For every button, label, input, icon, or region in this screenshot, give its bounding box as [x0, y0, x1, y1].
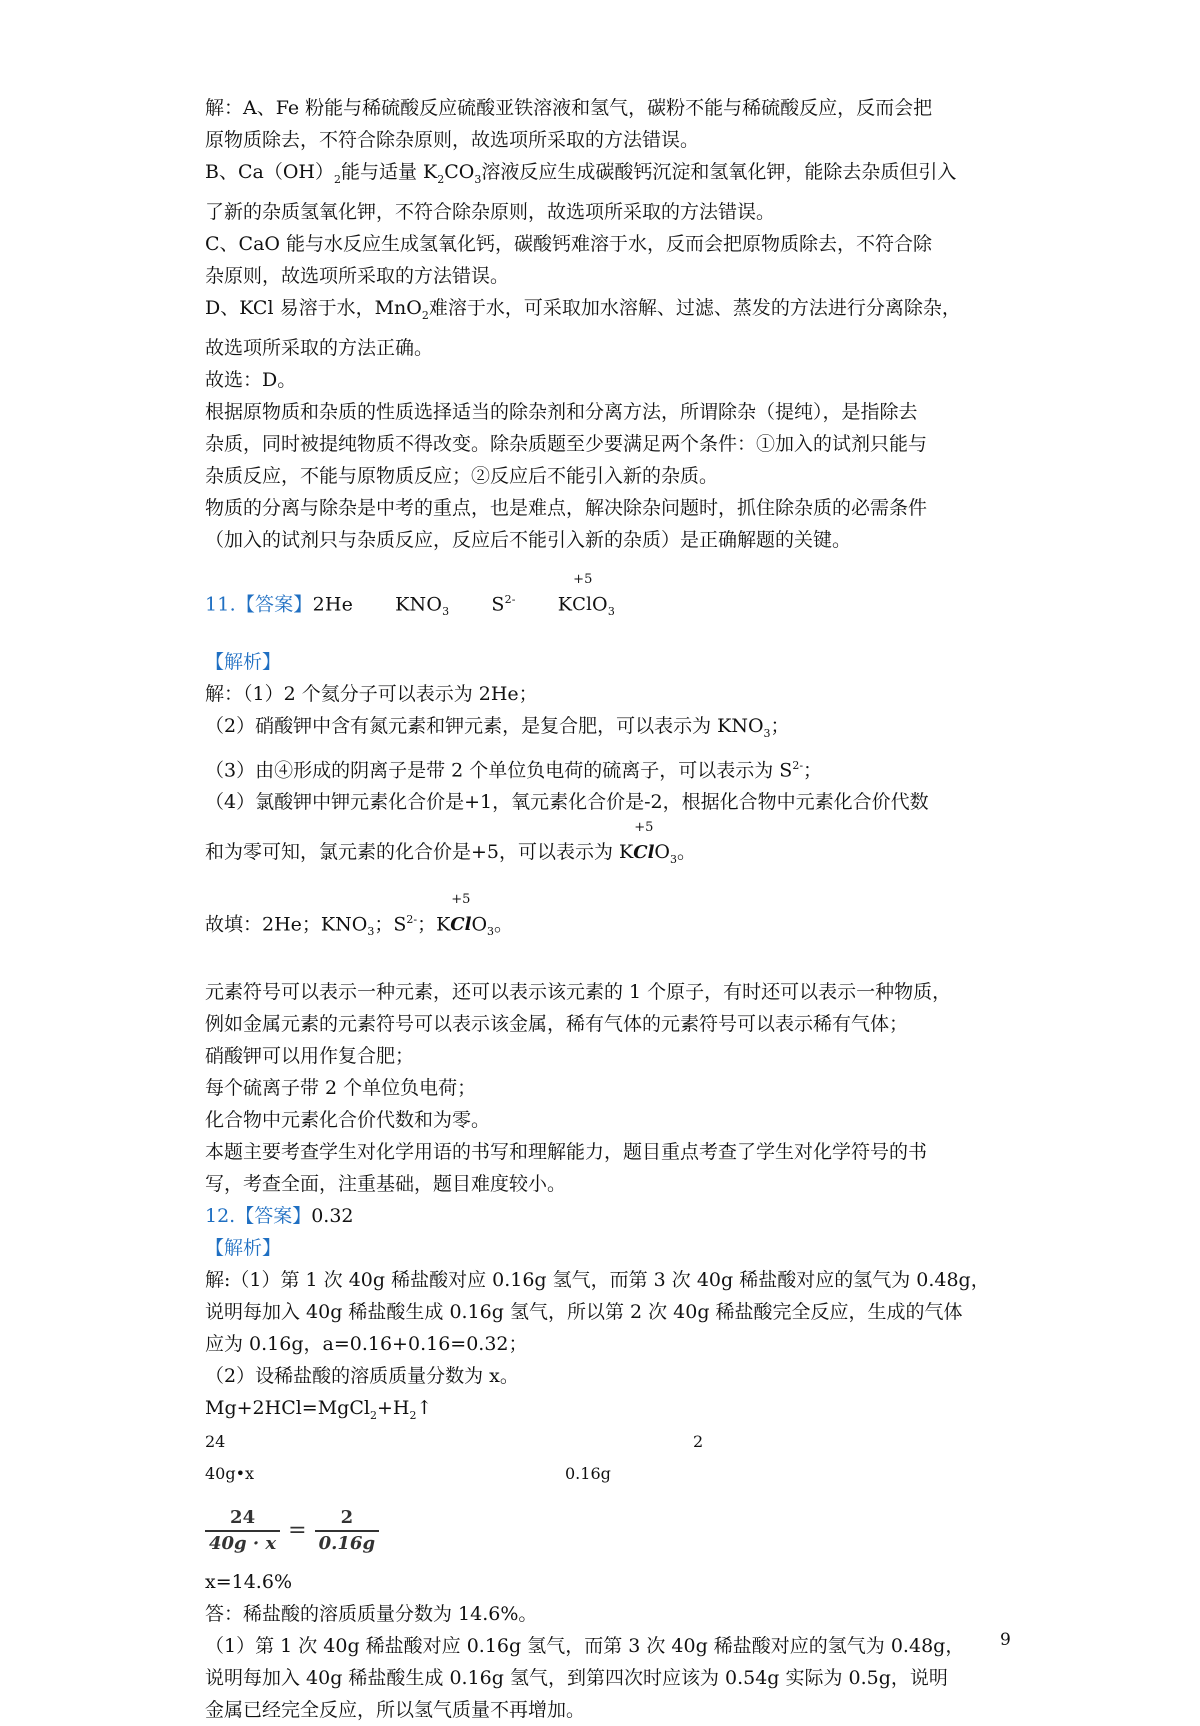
text-line: （加入的试剂只与杂质反应，反应后不能引入新的杂质）是正确解题的关键。 — [205, 528, 852, 551]
text-line: 化合物中元素化合价代数和为零。 — [205, 1108, 491, 1131]
text-line: 写，考查全面，注重基础，题目难度较小。 — [205, 1172, 567, 1195]
text-line: 原物质除去，不符合除杂原则，故选项所采取的方法错误。 — [205, 129, 700, 151]
text-line: 说明每加入 40g 稀盐酸生成 0.16g 氢气，所以第 2 次 40g 稀盐酸完全反应，生成的气体 — [205, 1300, 963, 1323]
text-line: （2）硝酸钾中含有氮元素和钾元素，是复合肥，可以表示为 $KNO_3$； — [205, 714, 790, 740]
text-line: 答：稀盐酸的溶质质量分数为 14.6%。 — [205, 1602, 538, 1625]
text-line: （2）设稀盐酸的溶质质量分数为 x。 — [205, 1364, 519, 1387]
text-line: B、$Ca(OH)_2$能与适量 $K_2CO_3$溶液反应生成碳酸钙沉淀和氢氧化钾，能除去杂质但引入 — [205, 161, 957, 186]
q12-analysis-label: 【解析】 — [205, 1236, 282, 1259]
text-line: 和为零可知，氯元素的化合价是+5，可以表示为 K +5 ClO$_3$。 — [205, 819, 697, 866]
text-line: （4）氯酸钾中钾元素化合价是+1，氧元素化合价是-2，根据化合物中元素化合价代数 — [205, 790, 929, 813]
text-line: 杂质，同时被提纯物质不得改变。除杂质题至少要满足两个条件：①加入的试剂只能与 — [205, 432, 928, 455]
text-line: D、KCl 易溶于水，MnO$_2$难溶于水，可采取加水溶解、过滤、蒸发的方法进行分离除杂， — [205, 296, 961, 322]
text-line: 解:（1）第 1 次 40g 稀盐酸对应 0.16g 氢气，而第 3 次 40g 稀盐酸对应的氢气为 0.48g， — [205, 1268, 990, 1291]
text-line: （1）第 1 次 40g 稀盐酸对应 0.16g 氢气，而第 3 次 40g 稀盐酸对应的氢气为 0.48g， — [205, 1634, 965, 1657]
proportion-equation: $\frac{24}{40g \cdot x}$ = $\frac{2}{0.16g}$ — [205, 1496, 1005, 1566]
text-line: 元素符号可以表示一种元素，还可以表示该元素的 1 个原子，有时还可以表示一种物质， — [205, 980, 952, 1003]
text-line: 每个硫离子带 2 个单位负电荷； — [205, 1076, 477, 1099]
fraction-right: $\frac{2}{0.16g}$ — [315, 1506, 379, 1556]
text-line: 故选项所采取的方法正确。 — [205, 336, 434, 359]
page-number: 9 — [1000, 1630, 1011, 1650]
text-line: 故填：2He；$KNO_3$；$S^{2-}$；K +5 ClO$_3$。 — [205, 891, 514, 938]
text-line: 杂质反应，不能与原物质反应；②反应后不能引入新的杂质。 — [205, 464, 719, 487]
text-line: 应为 0.16g，a=0.16+0.16=0.32； — [205, 1332, 528, 1355]
text-line: 金属已经完全反应，所以氢气质量不再增加。 — [205, 1698, 586, 1721]
text-line: 解：（1）2 个氦分子可以表示为 2He； — [205, 682, 538, 705]
ratio-row: 24 2 — [205, 1431, 704, 1451]
q11-analysis-label: 【解析】 — [205, 650, 282, 673]
text-line: 根据原物质和杂质的性质选择适当的除杂剂和分离方法，所谓除杂（提纯），是指除去 — [205, 400, 918, 423]
fraction-left: $\frac{24}{40g \cdot x}$ — [205, 1506, 280, 1556]
q12-answer: 12.【答案】0.32 — [205, 1204, 354, 1227]
text-line: x=14.6% — [205, 1570, 292, 1593]
text-line: 故选：D。 — [205, 368, 297, 391]
q11-answer: 11.【答案】2He $KNO_3$ $S^{2-}$ K +5 ClO$_3$ — [205, 571, 616, 618]
text-line: 杂原则，故选项所采取的方法错误。 — [205, 264, 510, 287]
text-line: 解：A、Fe 粉能与稀硫酸反应硫酸亚铁溶液和氢气，碳粉不能与稀硫酸反应，反而会把 — [205, 97, 933, 119]
text-line: 物质的分离与除杂是中考的重点，也是难点，解决除杂问题时，抓住除杂质的必需条件 — [205, 496, 928, 519]
text-line: 说明每加入 40g 稀盐酸生成 0.16g 氢气，到第四次时应该为 0.54g 实际为 0.5g，说明 — [205, 1666, 948, 1689]
text-line: （3）由④形成的阴离子是带 2 个单位负电荷的硫离子，可以表示为 $S^{2-}$； — [205, 758, 823, 781]
q11-label: 11.【答案】 — [205, 592, 313, 615]
text-line: 硝酸钾可以用作复合肥； — [205, 1044, 415, 1067]
chemical-equation: $Mg+2HCl=MgCl_2+H_2↑$ — [205, 1396, 433, 1422]
ratio-row: 40g•x 0.16g — [205, 1463, 611, 1483]
page-content — [205, 92, 1005, 1726]
q12-label: 12.【答案】 — [205, 1204, 312, 1227]
text-line: C、CaO 能与水反应生成氢氧化钙，碳酸钙难溶于水，反而会把原物质除去，不符合除 — [205, 232, 933, 255]
text-line: 本题主要考查学生对化学用语的书写和理解能力，题目重点考查了学生对化学符号的书 — [205, 1140, 928, 1163]
text-line: 例如金属元素的元素符号可以表示该金属，稀有气体的元素符号可以表示稀有气体； — [205, 1012, 909, 1035]
text-line: 了新的杂质氢氧化钾，不符合除杂原则，故选项所采取的方法错误。 — [205, 200, 776, 223]
